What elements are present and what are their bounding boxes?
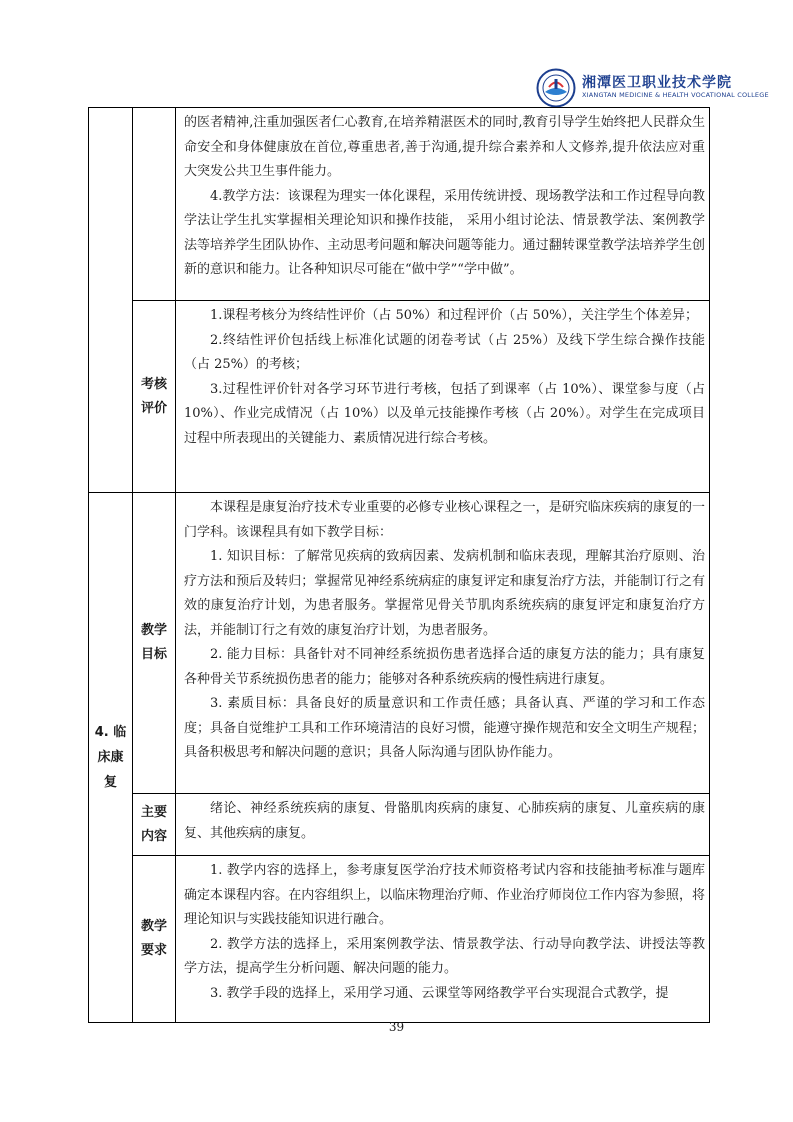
paragraph: 3. 教学手段的选择上，采用学习通、云课堂等网络教学平台实现混合式教学，提	[210, 985, 669, 1001]
college-logo	[536, 68, 769, 108]
section-label-line: 内容	[140, 828, 167, 844]
paragraph: 4.教学方法：该课程为理实一体化课程，采用传统讲授、现场教学法和工作过程导向教学法让学生扎实掌握相关理论知识和操作技能， 采用小组讨论法、情景教学法、案例教学法等培养学生团队协作、主动思考问题和解决问题等能力。通过翻转课堂教学法培养学生创新的意识和能力。让各种知识尽可能在“做中学”“学中做”。	[184, 188, 705, 277]
table-row	[89, 794, 710, 856]
course-name-cell	[89, 493, 133, 1023]
table-row	[89, 301, 710, 493]
curriculum-table	[88, 107, 710, 1023]
course-name-line: 4. 临	[94, 725, 127, 740]
main-content-text	[176, 794, 710, 856]
paragraph: 3. 素质目标：具备良好的质量意识和工作责任感；具备认真、严谨的学习和工作态度；具备自觉维护工具和工作环境清洁的良好习惯，能遵守操作规范和安全文明生产规程；具备积极思考和解决问题的意识；具备人际沟通与团队协作能力。	[184, 696, 705, 760]
assessment-content	[176, 301, 710, 493]
section-label-line: 教学	[140, 919, 167, 934]
paragraph: 1.课程考核分为终结性评价（占 50%）和过程评价（占 50%），关注学生个体差异；	[210, 308, 698, 323]
section-label-objectives	[133, 493, 176, 794]
teaching-requirements-continued	[176, 108, 710, 301]
logo-college-name-en: XIANGTAN MEDICINE & HEALTH VOCATIONAL COLLEGE	[582, 91, 769, 99]
paragraph: 的医者精神,注重加强医者仁心教育,在培养精湛医术的同时,教育引导学生始终把人民群众生命安全和身体健康放在首位,尊重患者,善于沟通,提升综合素养和人文修养,提升依法应对重大突发公共卫生事件能力。	[184, 115, 705, 179]
requirements-content	[176, 856, 710, 1023]
section-label-line: 评价	[140, 400, 167, 416]
table-row	[89, 493, 710, 794]
course-name-line: 复	[103, 775, 117, 790]
paragraph: 2. 教学方法的选择上，采用案例教学法、情景教学法、行动导向教学法、讲授法等教学方法，提高学生分析问题、解决问题的能力。	[184, 936, 705, 976]
section-label-cell	[133, 108, 176, 301]
paragraph: 绪论、神经系统疾病的康复、骨骼肌肉疾病的康复、心肺疾病的康复、儿童疾病的康复、其他疾病的康复。	[184, 801, 705, 841]
section-label-line: 教学	[140, 623, 167, 638]
section-label-line: 主要	[140, 804, 167, 820]
table-row	[89, 108, 710, 301]
course-name-line: 床康	[97, 750, 124, 765]
paragraph: 3.过程性评价针对各学习环节进行考核，包括了到课率（占 10%）、课堂参与度（占 10%）、作业完成情况（占 10%）以及单元技能操作考核（占 20%）。对学生在完成项目过程中所表现出的关键能力、素质情况进行综合考核。	[184, 381, 705, 446]
section-label-line: 目标	[140, 647, 167, 662]
section-label-requirements	[133, 856, 176, 1023]
section-label-line: 考核	[140, 376, 167, 392]
logo-college-name: 湘潭医卫职业技术学院	[582, 75, 732, 91]
section-label-line: 要求	[140, 943, 167, 958]
page-number: 39	[388, 1020, 405, 1034]
paragraph: 2.终结性评价包括线上标准化试题的闭卷考试（占 25%）及线下学生综合操作技能（占 25%）的考核；	[184, 332, 705, 372]
section-label-main-content	[133, 794, 176, 856]
college-seal-icon	[536, 68, 576, 108]
paragraph: 1. 教学内容的选择上，参考康复医学治疗技术师资格考试内容和技能抽考标准与题库确定本课程内容。在内容组织上，以临床物理治疗师、作业治疗师岗位工作内容为参照，将理论知识与实践技能知识进行融合。	[184, 863, 705, 927]
course-name-cell-previous	[89, 108, 133, 493]
objectives-content	[176, 493, 710, 794]
section-label-assessment	[133, 301, 176, 493]
paragraph: 2. 能力目标：具备针对不同神经系统损伤患者选择合适的康复方法的能力；具有康复各种骨关节系统损伤患者的能力；能够对各种系统疾病的慢性病进行康复。	[184, 647, 705, 687]
table-row	[89, 856, 710, 1023]
paragraph: 本课程是康复治疗技术专业重要的必修专业核心课程之一，是研究临床疾病的康复的一门学科。该课程具有如下教学目标：	[184, 500, 705, 540]
paragraph: 1. 知识目标：了解常见疾病的致病因素、发病机制和临床表现，理解其治疗原则、治疗方法和预后及转归；掌握常见神经系统病症的康复评定和康复治疗方法，并能制订行之有效的康复治疗计划，为患者服务。掌握常见骨关节肌肉系统疾病的康复评定和康复治疗方法，并能制订行之有效的康复治疗计划，为患者服务。	[184, 549, 705, 638]
